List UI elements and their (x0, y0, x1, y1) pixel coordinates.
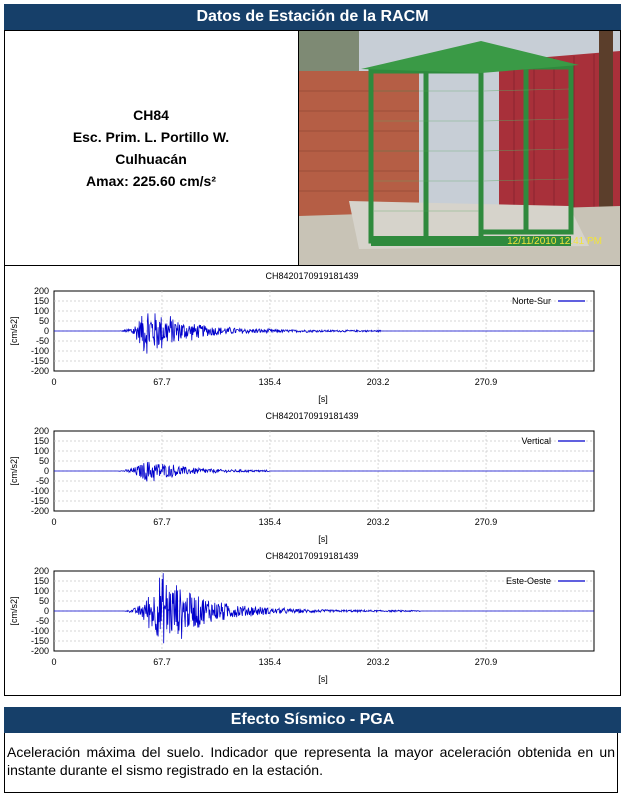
x-tick-label: 67.7 (153, 657, 171, 667)
x-tick-label: 0 (51, 517, 57, 527)
y-tick-label: 200 (33, 566, 49, 576)
y-tick-label: -150 (30, 356, 49, 366)
legend-label: Vertical (521, 436, 551, 446)
y-axis-label: [cm/s2] (9, 456, 19, 486)
y-axis-label: [cm/s2] (9, 316, 19, 346)
y-tick-label: 0 (43, 326, 49, 336)
station-photo (298, 31, 620, 265)
y-tick-label: -50 (35, 616, 49, 626)
y-tick-label: 100 (33, 306, 49, 316)
station-info-panel (4, 30, 621, 266)
y-tick-label: 150 (33, 296, 49, 306)
accelerograms-svg (5, 264, 620, 695)
y-tick-label: 50 (38, 316, 49, 326)
y-tick-label: -150 (30, 636, 49, 646)
station-name: Esc. Prim. L. Portillo W. (72, 129, 230, 145)
y-tick-label: 100 (33, 586, 49, 596)
pga-description: Aceleración máxima del suelo. Indicador que representa la mayor aceleración obtenida en un instante durante el sismo registrado en la estación. (4, 733, 618, 793)
y-tick-label: 50 (38, 456, 49, 466)
x-tick-label: 270.9 (474, 657, 498, 667)
station-code: CH84 (133, 107, 169, 123)
y-tick-label: 50 (38, 596, 49, 606)
x-tick-label: 0 (51, 377, 57, 387)
y-tick-label: -50 (35, 476, 49, 486)
y-tick-label: 100 (33, 446, 49, 456)
y-tick-label: 0 (43, 606, 49, 616)
y-tick-label: -100 (30, 346, 49, 356)
x-axis-label: [s] (318, 534, 328, 544)
y-tick-label: 150 (33, 436, 49, 446)
x-tick-label: 203.2 (366, 657, 390, 667)
y-tick-label: -150 (30, 496, 49, 506)
station-photo-image (299, 31, 620, 265)
chart-title: CH8420170919181439 (265, 411, 359, 421)
y-tick-label: 150 (33, 576, 49, 586)
x-axis-label: [s] (318, 674, 328, 684)
x-tick-label: 203.2 (366, 377, 390, 387)
chart-title: CH8420170919181439 (265, 271, 359, 281)
y-tick-label: 200 (33, 286, 49, 296)
pga-header: Efecto Sísmico - PGA (4, 707, 621, 733)
x-tick-label: 67.7 (153, 517, 171, 527)
y-tick-label: -100 (30, 626, 49, 636)
x-tick-label: 135.4 (258, 377, 282, 387)
x-tick-label: 135.4 (258, 517, 282, 527)
accelerogram-panel (4, 264, 621, 696)
x-tick-label: 203.2 (366, 517, 390, 527)
station-text (5, 31, 297, 265)
station-amax: Amax: 225.60 cm/s² (86, 173, 216, 189)
y-tick-label: 200 (33, 426, 49, 436)
x-tick-label: 0 (51, 657, 57, 667)
x-tick-label: 67.7 (153, 377, 171, 387)
waveform-norte-sur (54, 313, 594, 353)
x-tick-label: 270.9 (474, 517, 498, 527)
station-location: Culhuacán (115, 151, 187, 167)
legend-label: Este-Oeste (505, 576, 551, 586)
chart-title: CH8420170919181439 (265, 551, 359, 561)
waveform-vertical (54, 462, 594, 482)
legend-label: Norte-Sur (511, 296, 551, 306)
photo-timestamp: 12/11/2010 12:41 PM (507, 236, 602, 247)
y-tick-label: -200 (30, 366, 49, 376)
x-tick-label: 270.9 (474, 377, 498, 387)
y-tick-label: -200 (30, 506, 49, 516)
y-tick-label: -50 (35, 336, 49, 346)
y-tick-label: 0 (43, 466, 49, 476)
x-axis-label: [s] (318, 394, 328, 404)
y-tick-label: -100 (30, 486, 49, 496)
y-tick-label: -200 (30, 646, 49, 656)
y-axis-label: [cm/s2] (9, 596, 19, 626)
x-tick-label: 135.4 (258, 657, 282, 667)
station-data-header: Datos de Estación de la RACM (4, 4, 621, 30)
